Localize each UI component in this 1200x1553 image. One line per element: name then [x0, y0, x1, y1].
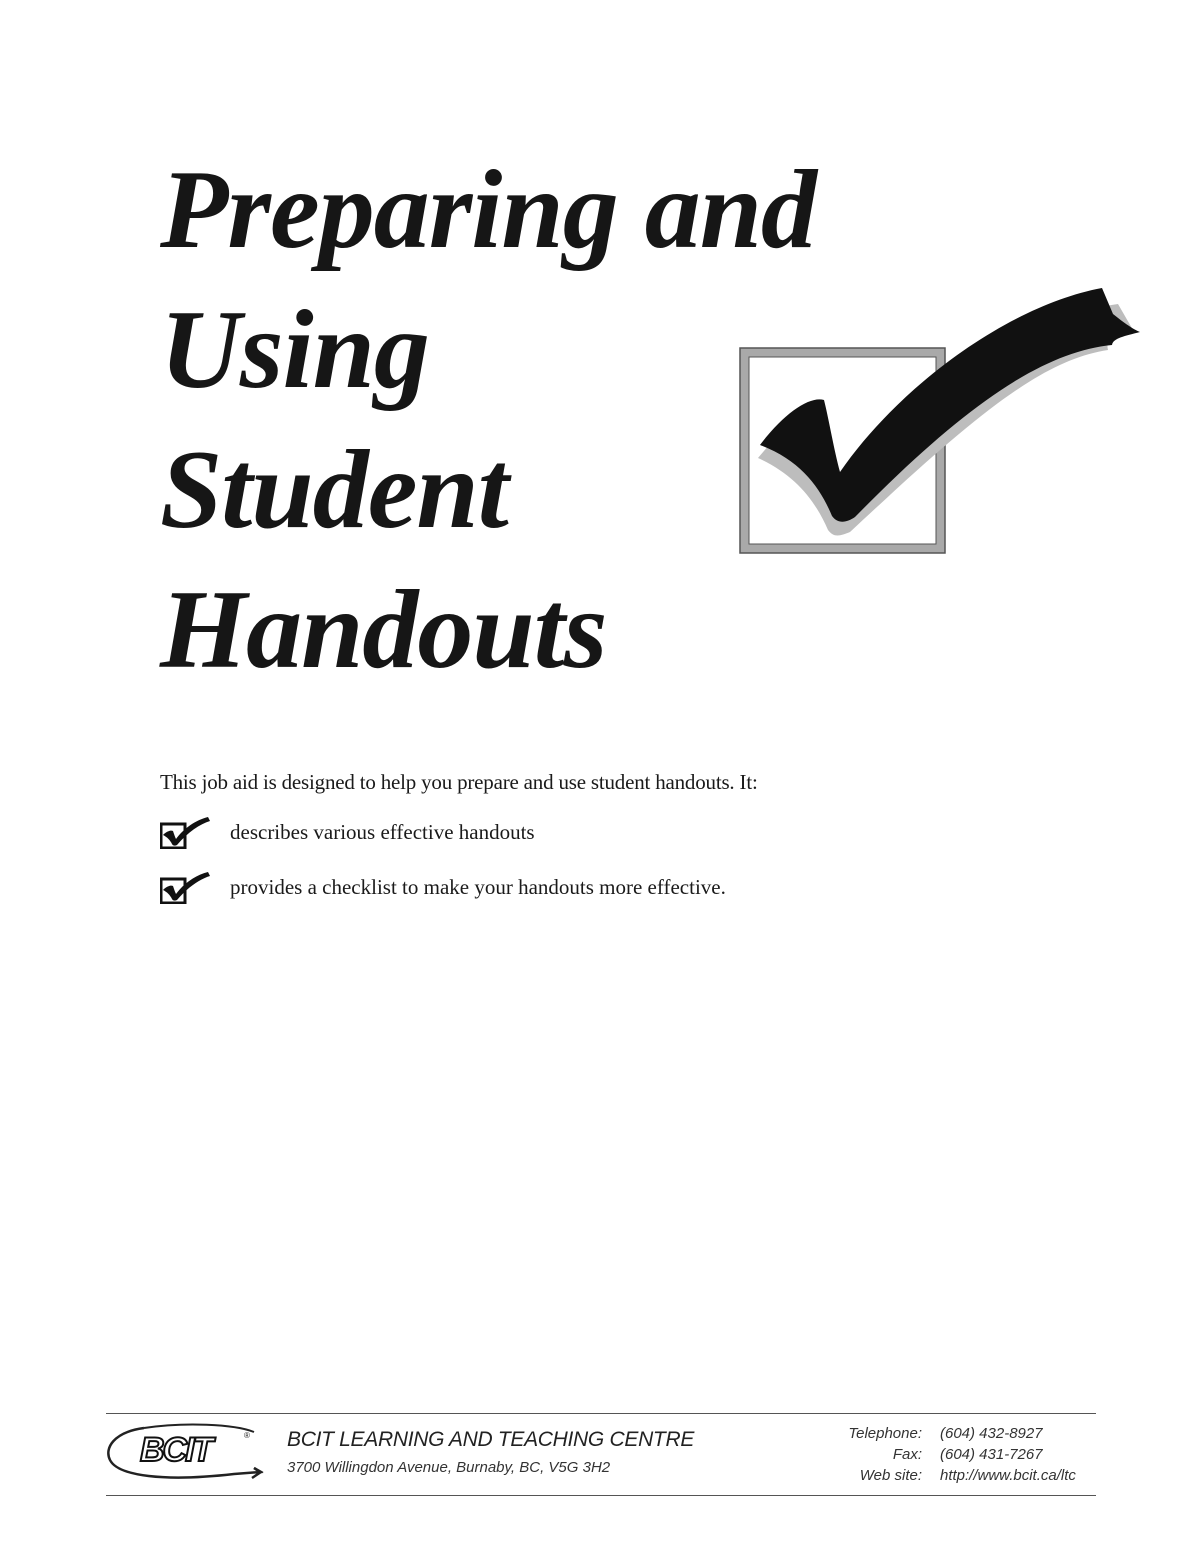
intro-text: This job aid is designed to help you prepare and use student handouts. It:: [160, 770, 758, 794]
contact-value: (604) 431-7267: [940, 1446, 1043, 1463]
org-address: 3700 Willingdon Avenue, Burnaby, BC, V5G 3H2: [287, 1459, 611, 1476]
title-line-4: Handouts: [160, 568, 607, 692]
document-title: [160, 140, 816, 700]
large-checkbox-check-icon: [730, 280, 1150, 570]
footer-top-rule: [106, 1413, 1096, 1414]
logo-text: BCIT: [140, 1431, 212, 1469]
title-line-3: Student: [160, 428, 508, 552]
checkbox-check-icon: [160, 870, 212, 904]
contact-row-telephone: [800, 1423, 1076, 1444]
org-name: BCIT LEARNING AND TEACHING CENTRE: [287, 1428, 695, 1451]
bullet-item-1: [160, 815, 535, 849]
title-line-2: Using: [160, 288, 429, 412]
footer-bottom-rule: [106, 1495, 1096, 1496]
contact-row-website: [800, 1465, 1076, 1486]
bullet-text-1: describes various effective handouts: [230, 819, 535, 844]
contact-label: Telephone:: [848, 1425, 922, 1442]
svg-text:®: ®: [244, 1431, 250, 1440]
bcit-logo: [104, 1418, 266, 1484]
contact-value: (604) 432-8927: [940, 1425, 1043, 1442]
contact-label: Fax:: [892, 1446, 922, 1463]
bullet-item-2: [160, 870, 726, 904]
contact-row-fax: [800, 1444, 1076, 1465]
bullet-text-2: provides a checklist to make your handouts more effective.: [230, 874, 726, 899]
contact-block: [800, 1423, 1076, 1486]
contact-label: Web site:: [859, 1467, 922, 1484]
title-line-1: Preparing and: [160, 148, 816, 272]
website-link[interactable]: http://www.bcit.ca/ltc: [940, 1467, 1076, 1484]
checkbox-check-icon: [160, 815, 212, 849]
